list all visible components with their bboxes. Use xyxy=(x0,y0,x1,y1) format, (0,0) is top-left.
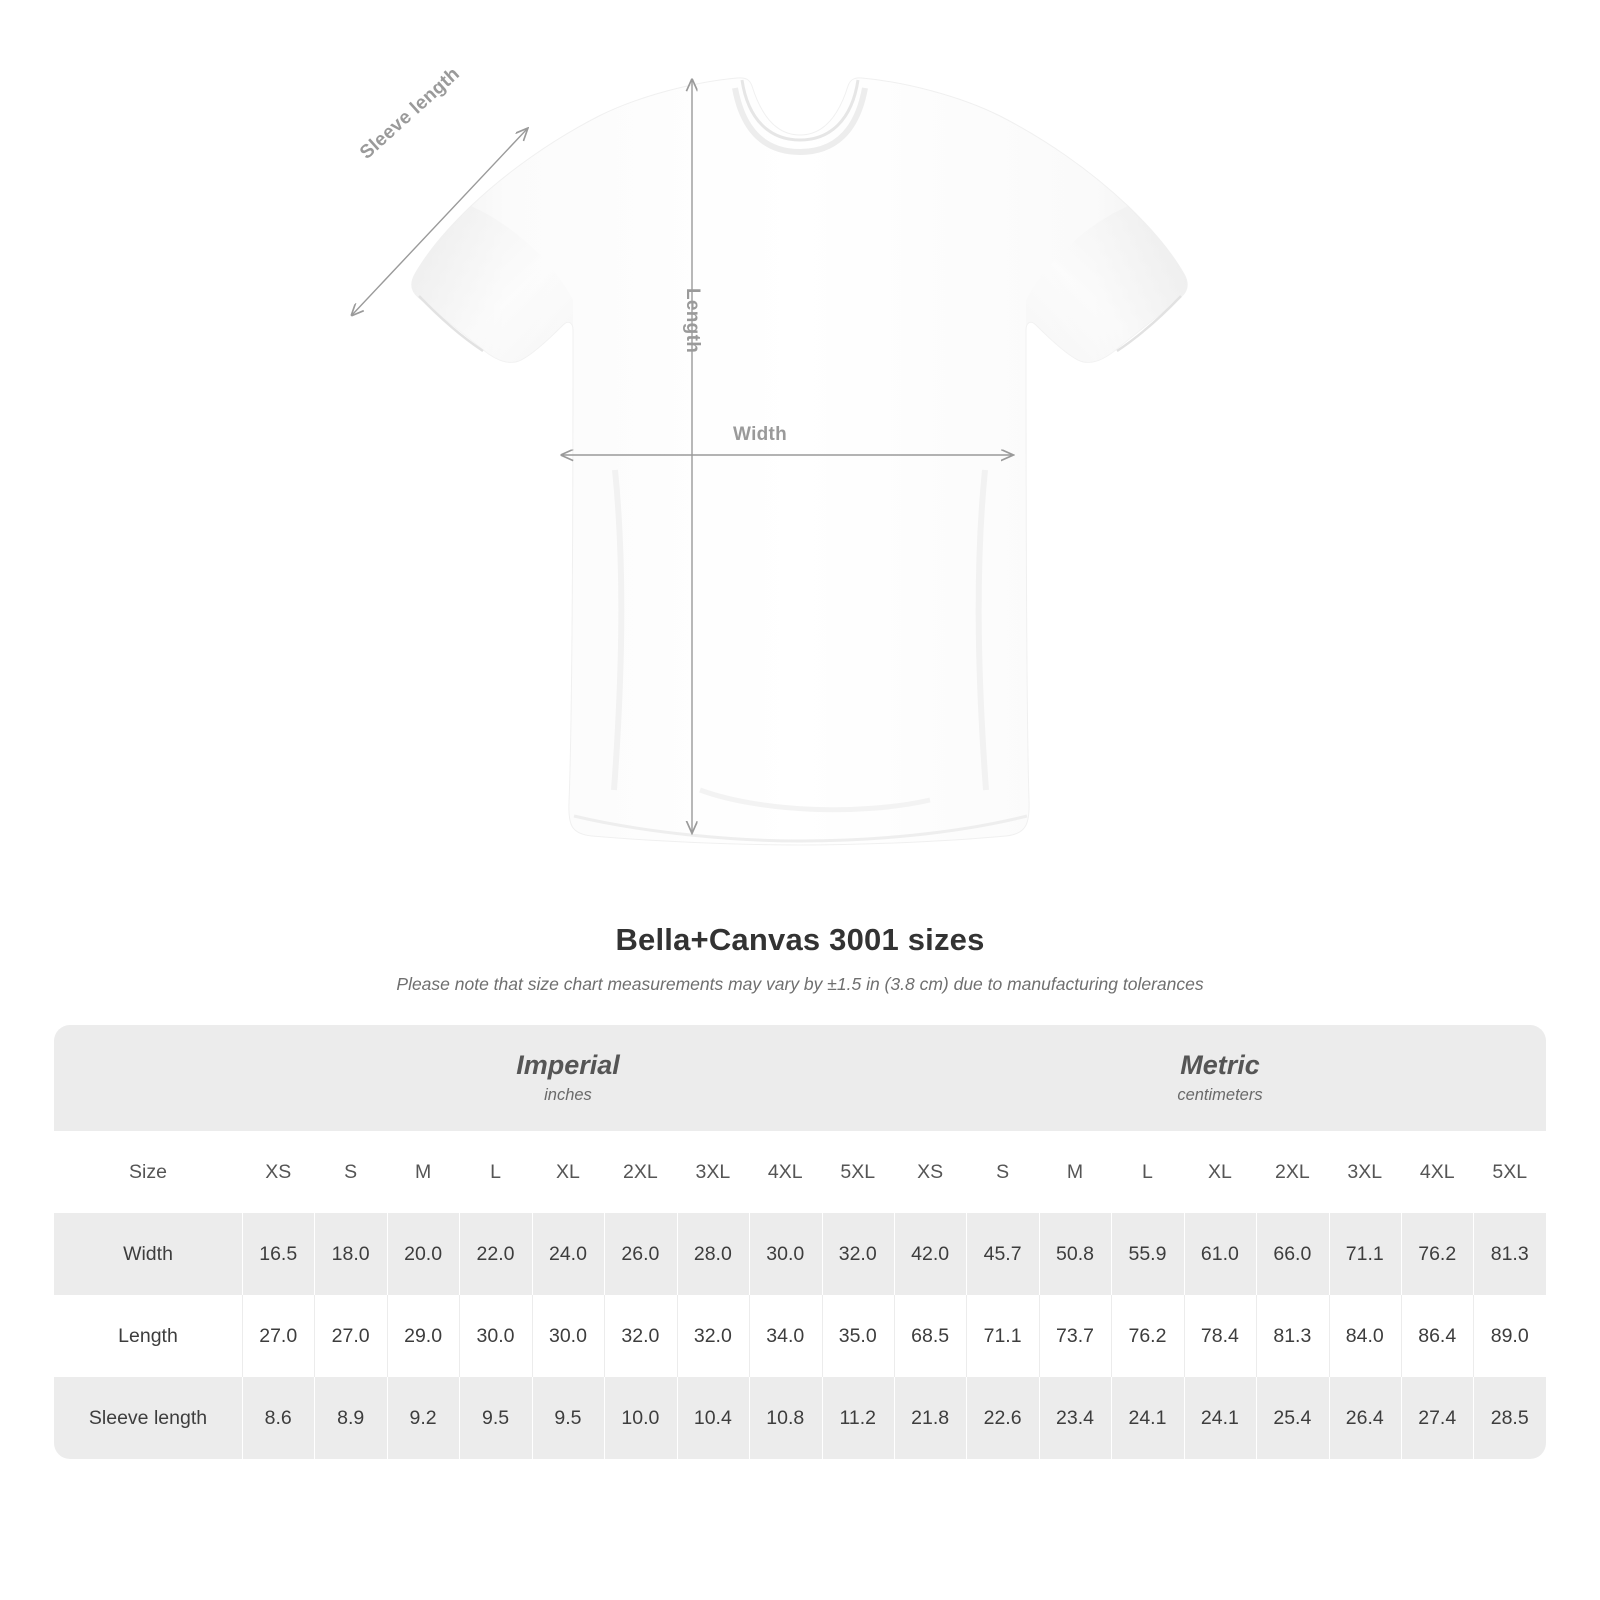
size-header-cell: M xyxy=(1039,1131,1111,1213)
size-header-cell: XS xyxy=(894,1131,966,1213)
size-header-cell: 5XL xyxy=(822,1131,894,1213)
size-header-cell: XL xyxy=(1184,1131,1256,1213)
cell-value: 30.0 xyxy=(532,1295,604,1377)
cell-value: 68.5 xyxy=(894,1295,966,1377)
cell-value: 22.0 xyxy=(459,1213,531,1295)
cell-value: 28.0 xyxy=(677,1213,749,1295)
sleeve-length-label: Sleeve length xyxy=(356,63,464,164)
cell-value: 22.6 xyxy=(966,1377,1038,1459)
cell-value: 29.0 xyxy=(387,1295,459,1377)
size-header-label: Size xyxy=(54,1131,242,1213)
table-row xyxy=(54,1295,1546,1377)
unit-group-imperial-name: Imperial xyxy=(516,1050,620,1081)
cell-value: 24.0 xyxy=(532,1213,604,1295)
cell-value: 34.0 xyxy=(749,1295,821,1377)
size-header-cell: S xyxy=(314,1131,386,1213)
size-header-cell: XS xyxy=(242,1131,314,1213)
cell-value: 10.4 xyxy=(677,1377,749,1459)
cell-value: 30.0 xyxy=(459,1295,531,1377)
unit-header-row xyxy=(54,1025,1546,1131)
size-header-cell: 3XL xyxy=(677,1131,749,1213)
size-header-cell: 3XL xyxy=(1329,1131,1401,1213)
unit-group-metric xyxy=(894,1025,1546,1131)
size-header-cell: M xyxy=(387,1131,459,1213)
cell-value: 9.5 xyxy=(532,1377,604,1459)
length-label: Length xyxy=(682,288,703,354)
cell-value: 9.5 xyxy=(459,1377,531,1459)
cell-value: 28.5 xyxy=(1473,1377,1546,1459)
cell-value: 66.0 xyxy=(1256,1213,1328,1295)
row-label-length: Length xyxy=(54,1295,242,1377)
cell-value: 73.7 xyxy=(1039,1295,1111,1377)
cell-value: 50.8 xyxy=(1039,1213,1111,1295)
cell-value: 55.9 xyxy=(1111,1213,1183,1295)
cell-value: 18.0 xyxy=(314,1213,386,1295)
cell-value: 61.0 xyxy=(1184,1213,1256,1295)
row-label-sleeve-length: Sleeve length xyxy=(54,1377,242,1459)
cell-value: 45.7 xyxy=(966,1213,1038,1295)
size-header-row xyxy=(54,1131,1546,1213)
cell-value: 16.5 xyxy=(242,1213,314,1295)
cell-value: 81.3 xyxy=(1256,1295,1328,1377)
cell-value: 76.2 xyxy=(1111,1295,1183,1377)
size-header-cell: 2XL xyxy=(604,1131,676,1213)
table-row xyxy=(54,1213,1546,1295)
cell-value: 24.1 xyxy=(1184,1377,1256,1459)
cell-value: 78.4 xyxy=(1184,1295,1256,1377)
cell-value: 89.0 xyxy=(1473,1295,1546,1377)
tshirt-shape xyxy=(412,78,1187,845)
cell-value: 10.8 xyxy=(749,1377,821,1459)
cell-value: 32.0 xyxy=(677,1295,749,1377)
cell-value: 10.0 xyxy=(604,1377,676,1459)
cell-value: 42.0 xyxy=(894,1213,966,1295)
cell-value: 9.2 xyxy=(387,1377,459,1459)
cell-value: 84.0 xyxy=(1329,1295,1401,1377)
cell-value: 86.4 xyxy=(1401,1295,1473,1377)
unit-group-imperial xyxy=(242,1025,894,1131)
size-chart-section xyxy=(0,922,1600,1459)
cell-value: 76.2 xyxy=(1401,1213,1473,1295)
cell-value: 8.6 xyxy=(242,1377,314,1459)
cell-value: 24.1 xyxy=(1111,1377,1183,1459)
tolerance-note: Please note that size chart measurements may vary by ±1.5 in (3.8 cm) due to manufacturing tolerances xyxy=(396,974,1204,994)
size-header-cell: 5XL xyxy=(1473,1131,1546,1213)
unit-group-metric-name: Metric xyxy=(1180,1050,1260,1081)
cell-value: 71.1 xyxy=(966,1295,1038,1377)
page-title: Bella+Canvas 3001 sizes xyxy=(615,922,985,957)
cell-value: 35.0 xyxy=(822,1295,894,1377)
row-label-width: Width xyxy=(54,1213,242,1295)
cell-value: 26.4 xyxy=(1329,1377,1401,1459)
size-header-cell: 4XL xyxy=(1401,1131,1473,1213)
cell-value: 27.0 xyxy=(314,1295,386,1377)
cell-value: 27.4 xyxy=(1401,1377,1473,1459)
size-header-cell: 4XL xyxy=(749,1131,821,1213)
cell-value: 27.0 xyxy=(242,1295,314,1377)
size-header-cell: L xyxy=(459,1131,531,1213)
cell-value: 8.9 xyxy=(314,1377,386,1459)
cell-value: 81.3 xyxy=(1473,1213,1546,1295)
cell-value: 71.1 xyxy=(1329,1213,1401,1295)
cell-value: 23.4 xyxy=(1039,1377,1111,1459)
table-row xyxy=(54,1377,1546,1459)
size-chart-table xyxy=(54,1025,1546,1459)
width-label: Width xyxy=(733,424,788,445)
size-header-cell: L xyxy=(1111,1131,1183,1213)
unit-group-imperial-sub: inches xyxy=(544,1085,592,1104)
size-header-cell: S xyxy=(966,1131,1038,1213)
unit-header-spacer xyxy=(54,1025,242,1131)
cell-value: 20.0 xyxy=(387,1213,459,1295)
cell-value: 26.0 xyxy=(604,1213,676,1295)
size-table-wrap xyxy=(54,1025,1546,1459)
cell-value: 32.0 xyxy=(604,1295,676,1377)
cell-value: 11.2 xyxy=(822,1377,894,1459)
cell-value: 32.0 xyxy=(822,1213,894,1295)
size-header-cell: 2XL xyxy=(1256,1131,1328,1213)
unit-group-metric-sub: centimeters xyxy=(1177,1085,1263,1104)
cell-value: 21.8 xyxy=(894,1377,966,1459)
size-header-cell: XL xyxy=(532,1131,604,1213)
cell-value: 30.0 xyxy=(749,1213,821,1295)
cell-value: 25.4 xyxy=(1256,1377,1328,1459)
